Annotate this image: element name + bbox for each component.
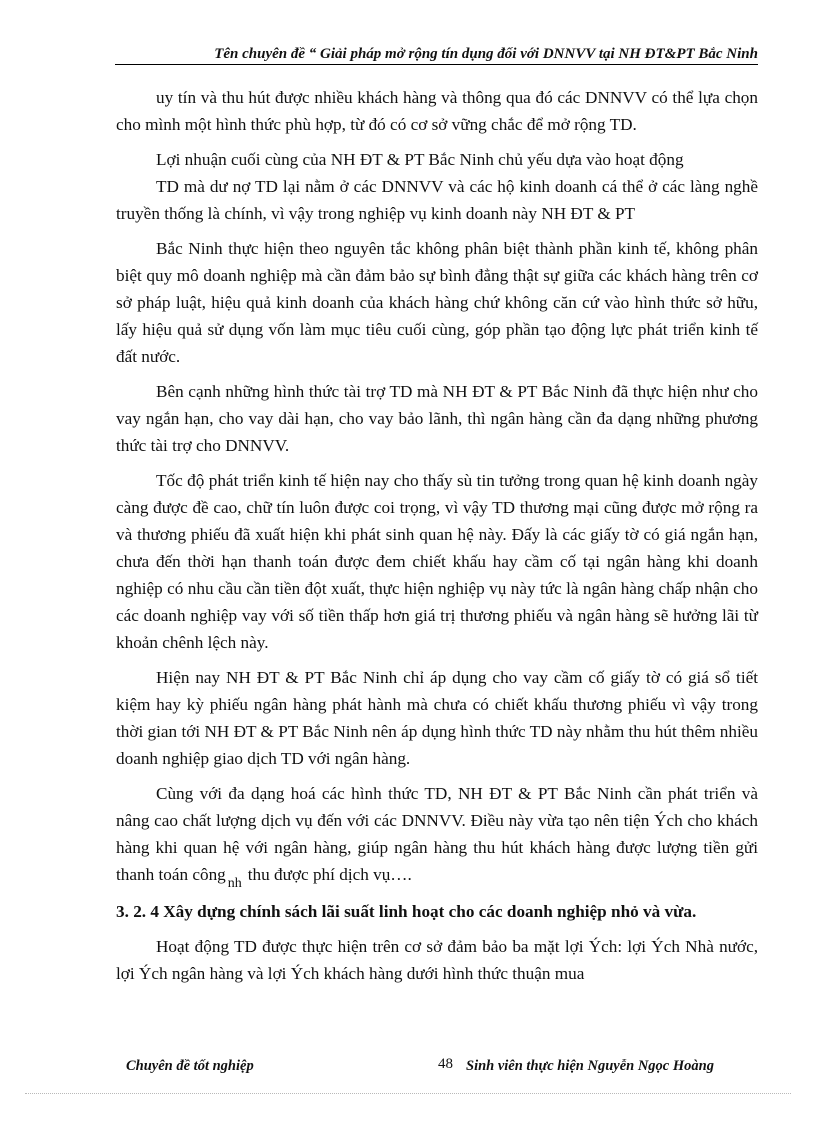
stray-fragment: nh bbox=[227, 876, 242, 891]
paragraph: Hiện nay NH ĐT & PT Bắc Ninh chỉ áp dụng cho vay cầm cố giấy tờ có giá sổ tiết kiệm hay kỳ phiếu ngân hàng phát hành mà chưa có chiết khấu thương phiếu vì vậy trong thời gian tới NH ĐT & PT Bắc Ninh nên áp dụng hình thức TD này nhằm thu hút thêm nhiều doanh nghiệp giao dịch TD với ngân hàng. bbox=[116, 668, 758, 768]
running-header: Tên chuyên đề “ Giải pháp mở rộng tín dụng đối với DNNVV tại NH ĐT&PT Bắc Ninh bbox=[214, 46, 758, 62]
paragraph: Tốc độ phát triển kinh tế hiện nay cho thấy sù tin tưởng trong quan hệ kinh doanh ngày càng được đề cao, chữ tín luôn được coi trọng, vì vậy TD thương mại cũng được mở rộng ra và thương phiếu đã xuất hiện khi phát sinh quan hệ này. Đấy là các giấy tờ có giá ngắn hạn, chưa đến thời hạn thanh toán được đem chiết khấu hay cầm cố tại ngân hàng khi doanh nghiệp có nhu cầu cần tiền đột xuất, thực hiện nghiệp vụ này tức là ngân hàng chấp nhận cho các doanh nghiệp vay với số tiền thấp hơn giá trị thương phiếu và ngân hàng sẽ hưởng lãi từ khoản chênh lệch này. bbox=[116, 471, 758, 652]
section-heading: 3. 2. 4 Xây dựng chính sách lãi suất linh hoạt cho các doanh nghiệp nhỏ và vừa. bbox=[116, 902, 697, 921]
paragraph-text: Cùng với đa dạng hoá các hình thức TD, NH ĐT & PT Bắc Ninh cần phát triển và nâng cao chất lượng dịch vụ đến với các DNNVV. Điều này vừa tạo nên tiện Ých cho khách hàng khi quan hệ với ngân hàng, giúp ngân hàng thu hút khách hàng được lượng tiền gửi thanh toán công bbox=[116, 784, 758, 884]
paragraph: Bên cạnh những hình thức tài trợ TD mà NH ĐT & PT Bắc Ninh đã thực hiện như cho vay ngắn hạn, cho vay dài hạn, cho vay bảo lãnh, thì ngân hàng cần đa dạng những phương thức tài trợ cho DNNVV. bbox=[116, 382, 758, 455]
page-footer bbox=[126, 1056, 756, 1076]
paragraph: TD mà dư nợ TD lại nằm ở các DNNVV và các hộ kinh doanh cá thể ở các làng nghề truyền thống là chính, vì vậy trong nghiệp vụ kinh doanh này NH ĐT & PT bbox=[116, 177, 758, 223]
paragraph: Bắc Ninh thực hiện theo nguyên tắc không phân biệt thành phần kinh tế, không phân biệt quy mô doanh nghiệp mà cần đảm bảo sự bình đẳng thật sự giữa các khách hàng trên cơ sở pháp luật, hiệu quả kinh doanh của khách hàng chứ không căn cứ vào hình thức sở hữu, lấy hiệu quả sử dụng vốn làm mục tiêu cuối cùng, góp phần tạo động lực phát triển kinh tế đất nước. bbox=[116, 239, 758, 366]
body-text bbox=[116, 84, 758, 995]
paragraph bbox=[116, 780, 758, 890]
paragraph: Hoạt động TD được thực hiện trên cơ sở đảm bảo ba mặt lợi Ých: lợi Ých Nhà nước, lợi Ých ngân hàng và lợi Ých khách hàng dưới hình thức thuận mua bbox=[116, 937, 758, 983]
footer-right: Sinh viên thực hiện Nguyễn Ngọc Hoàng bbox=[466, 1058, 714, 1074]
header-rule bbox=[115, 64, 758, 65]
page-number: 48 bbox=[438, 1056, 453, 1072]
paragraph-continuation: uy tín và thu hút được nhiều khách hàng và thông qua đó các DNNVV có thể lựa chọn cho mình một hình thức phù hợp, từ đó có cơ sở vững chắc để mở rộng TD. bbox=[116, 88, 758, 134]
page-bottom-border bbox=[25, 1093, 791, 1094]
footer-left: Chuyên đề tốt nghiệp bbox=[126, 1058, 254, 1074]
paragraph: Lợi nhuận cuối cùng của NH ĐT & PT Bắc Ninh chủ yếu dựa vào hoạt động bbox=[156, 150, 684, 169]
paragraph-text-end: thu được phí dịch vụ…. bbox=[247, 865, 412, 884]
